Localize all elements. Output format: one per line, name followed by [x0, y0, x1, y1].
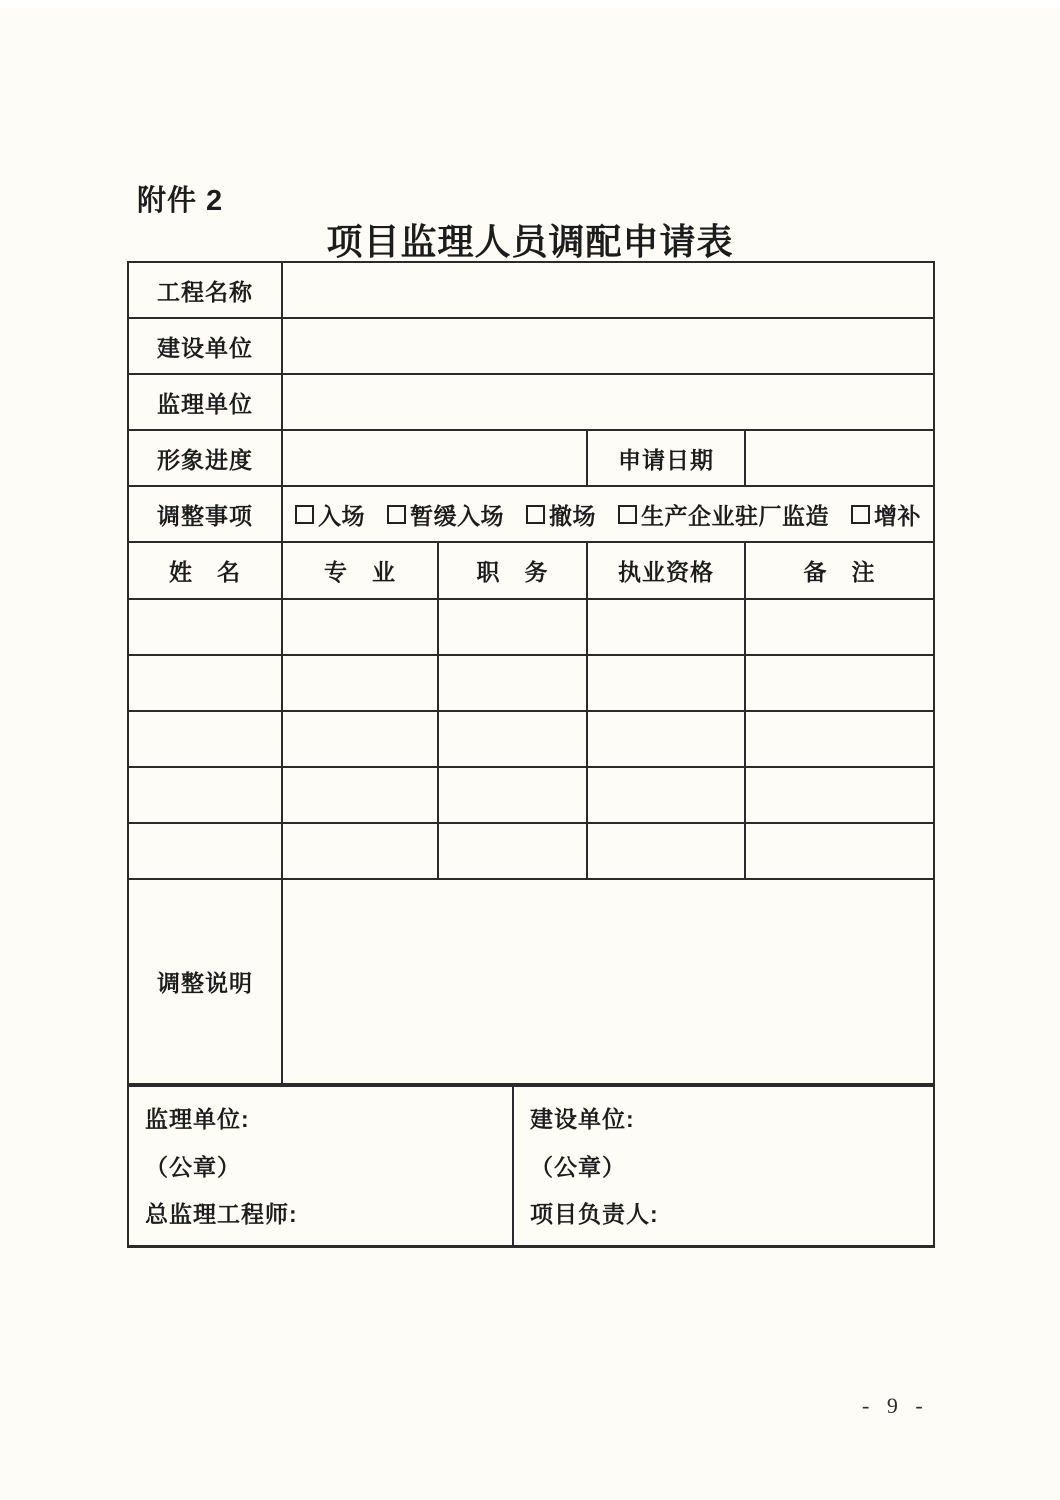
option-factory-supervision[interactable]: 生产企业驻厂监造 — [618, 498, 829, 531]
personnel-cell — [745, 599, 934, 655]
adjustment-options-cell — [282, 486, 934, 542]
application-date-value — [745, 430, 934, 486]
personnel-empty-row — [128, 711, 934, 767]
checkbox-icon[interactable] — [851, 505, 870, 524]
supervision-unit-sign-label: 监理单位: — [145, 1106, 250, 1132]
personnel-empty-row — [128, 823, 934, 879]
personnel-empty-row — [128, 655, 934, 711]
option-withdraw[interactable]: 撤场 — [526, 498, 596, 531]
checkbox-icon[interactable] — [526, 505, 545, 524]
personnel-cell — [587, 767, 745, 823]
personnel-cell — [587, 655, 745, 711]
construction-unit-row — [128, 318, 934, 374]
project-name-label: 工程名称 — [128, 262, 282, 318]
personnel-cell — [282, 823, 438, 879]
personnel-cell — [587, 711, 745, 767]
construction-seal-label: （公章） — [530, 1153, 626, 1180]
adjustment-items-row — [128, 486, 934, 542]
personnel-cell — [745, 823, 934, 879]
personnel-cell — [745, 655, 934, 711]
personnel-empty-row — [128, 599, 934, 655]
personnel-cell — [128, 823, 282, 879]
progress-label: 形象进度 — [128, 430, 282, 486]
header-position: 职 务 — [438, 542, 587, 599]
scan-artifact-strip — [0, 0, 1060, 8]
personnel-empty-row — [128, 767, 934, 823]
signature-table — [127, 1085, 935, 1248]
personnel-cell — [438, 823, 587, 879]
header-remarks: 备 注 — [745, 542, 934, 599]
option-supplement[interactable]: 增补 — [851, 498, 921, 531]
application-form-table — [127, 261, 935, 1085]
personnel-header-row — [128, 542, 934, 599]
construction-unit-sign-label: 建设单位: — [530, 1106, 635, 1132]
header-qualification: 执业资格 — [587, 542, 745, 599]
personnel-cell — [282, 711, 438, 767]
personnel-cell — [282, 655, 438, 711]
project-name-value — [282, 262, 934, 318]
adjustment-items-label: 调整事项 — [128, 486, 282, 542]
application-form — [127, 261, 933, 1248]
personnel-cell — [128, 711, 282, 767]
notes-row — [128, 879, 934, 1084]
supervision-signature-cell — [128, 1086, 513, 1247]
construction-unit-label: 建设单位 — [128, 318, 282, 374]
checkbox-icon[interactable] — [618, 505, 637, 524]
supervision-unit-row — [128, 374, 934, 430]
personnel-cell — [745, 767, 934, 823]
header-specialty: 专 业 — [282, 542, 438, 599]
personnel-cell — [587, 599, 745, 655]
supervision-unit-label: 监理单位 — [128, 374, 282, 430]
construction-signature-cell — [513, 1086, 934, 1247]
personnel-cell — [282, 767, 438, 823]
personnel-cell — [128, 655, 282, 711]
option-entry[interactable]: 入场 — [295, 498, 365, 531]
personnel-cell — [282, 599, 438, 655]
construction-unit-value — [282, 318, 934, 374]
construction-signature-block — [514, 1087, 933, 1243]
checkbox-icon[interactable] — [387, 505, 406, 524]
supervision-unit-value — [282, 374, 934, 430]
project-name-row — [128, 262, 934, 318]
personnel-cell — [438, 767, 587, 823]
personnel-cell — [128, 599, 282, 655]
chief-engineer-label: 总监理工程师: — [145, 1201, 298, 1227]
supervision-seal-label: （公章） — [145, 1153, 241, 1180]
personnel-cell — [745, 711, 934, 767]
personnel-cell — [587, 823, 745, 879]
supervision-signature-block — [129, 1087, 512, 1243]
application-date-label: 申请日期 — [587, 430, 745, 486]
page-title: 项目监理人员调配申请表 — [326, 221, 734, 262]
attachment-label: 附件 2 — [137, 185, 224, 217]
option-postpone-entry[interactable]: 暂缓入场 — [387, 498, 504, 531]
adjustment-options — [283, 498, 933, 531]
progress-row — [128, 430, 934, 486]
header-name: 姓 名 — [128, 542, 282, 599]
notes-value — [282, 879, 934, 1084]
personnel-cell — [438, 711, 587, 767]
personnel-cell — [128, 767, 282, 823]
personnel-cell — [438, 599, 587, 655]
signature-row — [128, 1086, 934, 1247]
notes-label: 调整说明 — [128, 879, 282, 1084]
progress-value — [282, 430, 587, 486]
project-leader-label: 项目负责人: — [530, 1201, 659, 1227]
checkbox-icon[interactable] — [295, 505, 314, 524]
personnel-cell — [438, 655, 587, 711]
page-number: - 9 - — [862, 1393, 929, 1418]
